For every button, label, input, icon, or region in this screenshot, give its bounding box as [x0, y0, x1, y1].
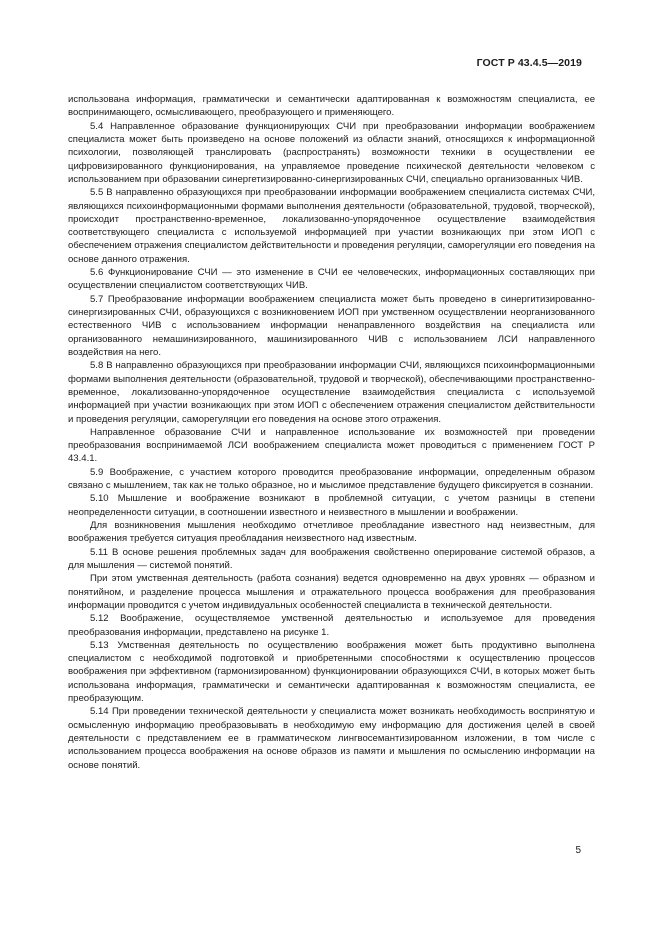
paragraph-5-7: 5.7 Преобразование информации воображением специалиста может быть проведено в синергитизированно-синергизированных СЧИ, образующихся с возникновением ИОП при умственном осуществлении неорганизованного естественного ЧИВ с использованием информации ненаправленного воздействия на специалиста или организованного немашинизированного, машинизированного ЧИВ с использованием ЛСИ направленного воздействия на него.	[68, 293, 595, 358]
paragraph-5-8: 5.8 В направленно образующихся при преобразовании информации СЧИ, являющихся психоинформационными формами выполнения деятельности (образовательной, трудовой и творческой), обеспечивающими пространственно-временное, локализованно-упорядоченное осуществление взаимодействия специалиста с используемой информацией при участии возникающих при этом ИОП с обеспечением отражения специалистом действительности и проведения регуляции, саморегуляции его поведения на основе этого отражения.	[68, 360, 595, 425]
document-body	[68, 93, 595, 772]
paragraph-5-8-note: Направленное образование СЧИ и направленное использование их возможностей при проведении преобразования воспринимаемой ЛСИ воображением специалиста может проводиться с применением ГОСТ Р 43.4.1.	[68, 426, 595, 465]
paragraph-5-11: 5.11 В основе решения проблемных задач для воображения свойственно оперирование системой образов, а для мышления — системой понятий.	[68, 546, 595, 571]
paragraph-5-9: 5.9 Воображение, с участием которого проводится преобразование информации, определенным образом связано с мышлением, так как не только образное, но и мыслимое представление будущего фиксируется в сознании.	[68, 466, 595, 492]
document-code-header: ГОСТ Р 43.4.5—2019	[476, 57, 582, 69]
paragraph-5-10: 5.10 Мышление и воображение возникают в проблемной ситуации, с учетом разницы в степени неопределенности ситуации, в соотношении известного и неизвестного в мышлении и воображении.	[68, 493, 595, 518]
page-number: 5	[575, 845, 581, 856]
paragraph-5-6: 5.6 Функционирование СЧИ — это изменение в СЧИ ее человеческих, информационных составляющих при осуществлении специалистом соответствующих ЧИВ.	[68, 267, 595, 292]
paragraph-5-13: 5.13 Умственная деятельность по осуществлению воображения может быть продуктивно выполнена специалистом с необходимой подготовкой и приобретенными способностями к осуществлению процессов воображения при эффективном (гармонизированном) функционировании образующихся СЧИ, в которых может быть использована информация, грамматически и семантически адаптированная к возможностям специалиста, ее преобразующим.	[68, 639, 595, 705]
paragraph-5-12: 5.12 Воображение, осуществляемое умственной деятельностью и используемое для проведения преобразования информации, представлено на рисунке 1.	[68, 613, 595, 638]
paragraph-5-10-note: Для возникновения мышления необходимо отчетливое преобладание известного над неизвестным, для воображения требуется ситуация преобладания неизвестного над известным.	[68, 520, 595, 545]
paragraph-5-14: 5.14 При проведении технической деятельности у специалиста может возникать необходимость воспринятую и осмысленную информацию преобразовывать в необходимую ему информацию для достижения целей в своей деятельности с представлением ее в грамматическом лингвосемантизированном изложении, в том числе с использованием процесса воображения на основе образов из памяти и мышления по осмыслению информации на основе понятий.	[68, 706, 595, 771]
paragraph-continuation: использована информация, грамматически и семантически адаптированная к возможностям специалиста, ее воспринимающего, осмысливающего, преобразующего и применяющего.	[68, 94, 595, 119]
paragraph-5-5: 5.5 В направленно образующихся при преобразовании информации воображением специалиста системах СЧИ, являющихся психоинформационными формами выполнения деятельности (образовательной, трудовой, творческой), происходит пространственно-временное, локализованно-упорядоченное осуществление взаимодействия соответствующего специалиста с используемой информацией при участии возникающих при этом ИОП с обеспечением отражения специалистом действительности и проведения регуляции, саморегуляции его поведения на основе данного отражения.	[68, 187, 595, 265]
paragraph-5-4: 5.4 Направленное образование функционирующих СЧИ при преобразовании информации воображением специалиста может быть произведено на основе положений из области знаний, относящихся к информационной психологии, позволяющей транслировать (распространять) возможности техники в осуществлении ее цифровизированного функционирования, на управляемое проведение психической деятельности человеком с использованием при образовании синергетизированно-синергизированных СЧИ, специально организованных ЧИВ.	[68, 120, 595, 185]
paragraph-5-11-note: При этом умственная деятельность (работа сознания) ведется одновременно на двух уровнях — образном и понятийном, и разделение процесса мышления и отражательного процесса воображения для преобразования информации проводится с учетом индивидуальных особенностей специалиста в технической деятельности.	[68, 573, 595, 611]
